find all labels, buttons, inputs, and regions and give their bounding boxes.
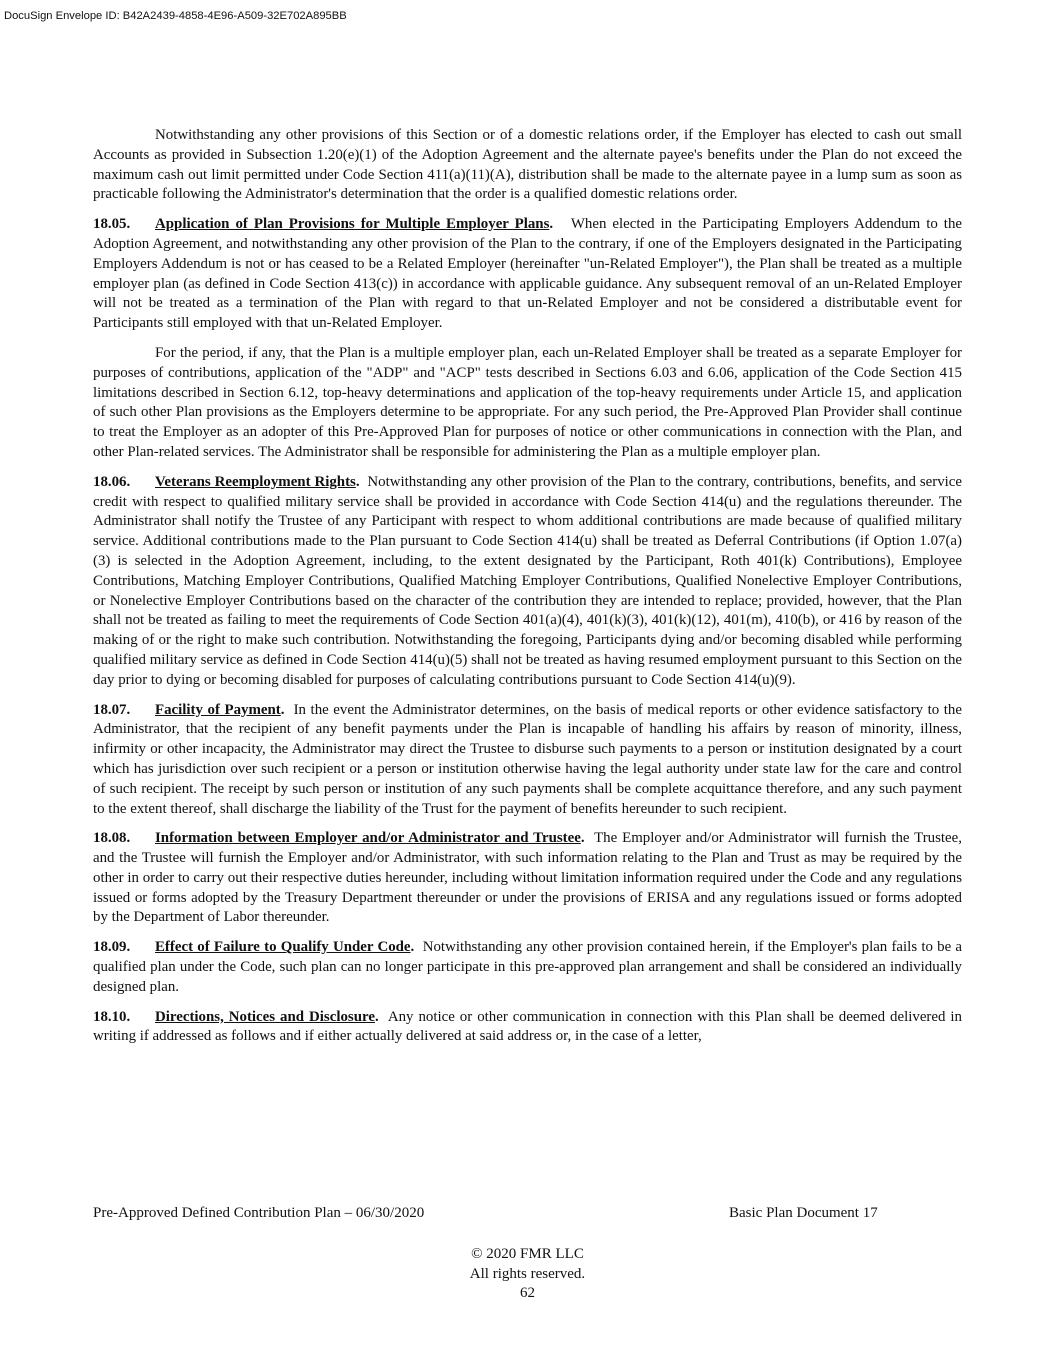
section-number: 18.10. — [93, 1008, 131, 1025]
section-18-07: 18.07. Facility of Payment. In the event the Administrator determines, on the basis of medical reports or other evidence satisfactory to the Administrator, that the recipient of any benefit payments under the Plan is incapable of handling his affairs by reason of minority, illness, infirmity or other incapacity, the Administrator may direct the Trustee to disburse such payments to a person or institution designated by a court which has jurisdiction over such recipient or a person or institution otherwise having the legal authority under state law for the care and control of such recipient. The receipt by such person or institution of any such payments shall be complete acquittance therefore, and any such payment to the extent thereof, shall discharge the liability of the Trust for the payment of benefits hereunder to such recipient. — [93, 701, 962, 817]
footer-plan-title: Pre-Approved Defined Contribution Plan – 06/30/2020 — [93, 1205, 425, 1221]
paragraph-qdro-cashout: Notwithstanding any other provisions of this Section or of a domestic relations order, if the Employer has elected to cash out small Accounts as provided in Subsection 1.20(e)(1) of the Adoption Agreement and the alternate payee's benefits under the Plan do not exceed the maximum cash out limit permitted under Code Section 411(a)(11)(A), distribution shall be made to the alternate payee in a lump sum as soon as practicable following the Administrator's determination that the order is a qualified domestic relations order. — [93, 127, 962, 203]
section-number: 18.05. — [93, 216, 131, 233]
section-title: Information between Employer and/or Administrator and Trustee — [155, 830, 581, 847]
section-text: Notwithstanding any other provision of the Plan to the contrary, contributions, benefits, and service credit with respect to qualified military service shall be provided in accordance with Code Section 414(u) and the regulations thereunder. The Administrator shall notify the Trustee of any Participant with respect to whom additional contributions are made because of qualified military service. Additional contributions made to the Plan pursuant to Code Section 414(u) shall be treated as Deferral Contributions (if Option 1.07(a)(3) is selected in the Adoption Agreement, including, to the extent designated by the Participant, Roth 401(k) Contributions), Employee Contributions, Matching Employer Contributions, Qualified Matching Employer Contributions, Qualified Nonelective Employer Contributions, or Nonelective Employer Contributions based on the character of the contribution they are intended to replace; provided, however, that the Plan shall not be treated as failing to meet the requirements of Code Section 401(a)(4), 401(k)(3), 401(k)(12), 401(m), 410(b), or 416 by reason of the making of or the right to make such contribution. Notwithstanding the foregoing, Participants dying and/or becoming disabled while performing qualified military service as defined in Code Section 414(u)(5) shall not be treated as having resumed employment pursuant to this Section on the day prior to dying or becoming disabled for purposes of calculating contributions pursuant to Code Section 414(u)(9). — [93, 473, 962, 688]
section-title: Veterans Reemployment Rights — [155, 473, 356, 490]
document-body — [93, 126, 962, 1057]
copyright-block — [0, 1245, 1055, 1304]
section-title: Facility of Payment — [155, 701, 281, 718]
section-text: In the event the Administrator determines, on the basis of medical reports or other evidence satisfactory to the Administrator, that the recipient of any benefit payments under the Plan is incapable of handling his affairs by reason of minority, illness, infirmity or other incapacity, the Administrator may direct the Trustee to disburse such payments to a person or institution designated by a court which has jurisdiction over such recipient or a person or institution otherwise having the legal authority under state law for the care and control of such recipient. The receipt by such person or institution of any such payments shall be complete acquittance therefore, and any such payment to the extent thereof, shall discharge the liability of the Trust for the payment of benefits hereunder to such recipient. — [93, 701, 962, 817]
section-number: 18.09. — [93, 939, 131, 956]
page-number: 62 — [520, 1285, 535, 1301]
section-18-09: 18.09. Effect of Failure to Qualify Under Code. Notwithstanding any other provision contained herein, if the Employer's plan fails to be a qualified plan under the Code, such plan can no longer participate in this pre-approved plan arrangement and shall be considered an individually designed plan. — [93, 939, 963, 995]
rights-reserved-line: All rights reserved. — [469, 1265, 586, 1282]
paragraph-multiple-employer-period: For the period, if any, that the Plan is a multiple employer plan, each un-Related Employer shall be treated as a separate Employer for purposes of contributions, application of the "ADP" and "ACP" tests described in Sections 6.03 and 6.06, application of the Code Section 415 limitations described in Section 6.12, top-heavy determinations and application of the top-heavy requirements under Article 15, and application of such other Plan provisions as the Employers determine to be appropriate. For any such period, the Pre-Approved Plan Provider shall continue to treat the Employer as an adopter of this Pre-Approved Plan for purposes of notice or other communications in connection with the Plan, and other Plan-related services. The Administrator shall be responsible for administering the Plan as a multiple employer plan. — [93, 344, 962, 460]
section-title: Directions, Notices and Disclosure — [155, 1008, 375, 1025]
section-18-05: 18.05. Application of Plan Provisions for Multiple Employer Plans. When elected in the Participating Employers Addendum to the Adoption Agreement, and notwithstanding any other provision of the Plan to the contrary, if one of the Employers designated in the Participating Employers Addendum is not or has ceased to be a Related Employer (hereinafter "un-Related Employer"), the Plan shall be treated as a multiple employer plan (as defined in Code Section 413(c)) in accordance with applicable guidance. Any subsequent removal of an un-Related Employer will not be treated as a termination of the Plan with regard to that un-Related Employer and not be considered a distributable event for Participants still employed with that un-Related Employer. — [93, 216, 962, 332]
section-title: Application of Plan Provisions for Multiple Employer Plans — [155, 216, 550, 233]
section-text: Notwithstanding any other provision contained herein, if the Employer's plan fails to be a qualified plan under the Code, such plan can no longer participate in this pre-approved plan arrangement and shall be considered an individually designed plan. — [93, 939, 963, 995]
section-number: 18.06. — [93, 473, 131, 490]
footer-document-label: Basic Plan Document 17 — [729, 1205, 878, 1221]
section-18-10: 18.10. Directions, Notices and Disclosure. Any notice or other communication in connection with this Plan shall be deemed delivered in writing if addressed as follows and if either actually delivered at said address or, in the case of a letter, — [93, 1008, 963, 1045]
section-number: 18.07. — [93, 701, 131, 718]
section-18-08: 18.08. Information between Employer and/or Administrator and Trustee. The Employer and/or Administrator will furnish the Trustee, and the Trustee will furnish the Employer and/or Administrator, with such information relating to the Plan and Trust as may be required by the other in order to carry out their respective duties hereunder, including without limitation information required under the Code and any regulations issued or forms adopted by the Treasury Department thereunder or under the provisions of ERISA and any regulations issued or forms adopted by the Department of Labor thereunder. — [93, 830, 962, 926]
copyright-line: © 2020 FMR LLC — [471, 1246, 584, 1262]
section-text: Any notice or other communication in connection with this Plan shall be deemed delivered in writing if addressed as follows and if either actually delivered at said address or, in the case of a letter, — [93, 1008, 963, 1045]
section-text: When elected in the Participating Employers Addendum to the Adoption Agreement, and notwithstanding any other provision of the Plan to the contrary, if one of the Employers designated in the Participating Employers Addendum is not or has ceased to be a Related Employer (hereinafter "un-Related Employer"), the Plan shall be treated as a multiple employer plan (as defined in Code Section 413(c)) in accordance with applicable guidance. Any subsequent removal of an un-Related Employer will not be treated as a termination of the Plan with regard to that un-Related Employer and not be considered a distributable event for Participants still employed with that un-Related Employer. — [93, 216, 962, 332]
section-18-06: 18.06. Veterans Reemployment Rights. Notwithstanding any other provision of the Plan to the contrary, contributions, benefits, and service credit with respect to qualified military service shall be provided in accordance with Code Section 414(u) and the regulations thereunder. The Administrator shall notify the Trustee of any Participant with respect to whom additional contributions are made because of qualified military service. Additional contributions made to the Plan pursuant to Code Section 414(u) shall be treated as Deferral Contributions (if Option 1.07(a)(3) is selected in the Adoption Agreement, including, to the extent designated by the Participant, Roth 401(k) Contributions), Employee Contributions, Matching Employer Contributions, Qualified Matching Employer Contributions, Qualified Nonelective Employer Contributions, or Nonelective Employer Contributions based on the character of the contribution they are intended to replace; provided, however, that the Plan shall not be treated as failing to meet the requirements of Code Section 401(a)(4), 401(k)(3), 401(k)(12), 401(m), 410(b), or 416 by reason of the making of or the right to make such contribution. Notwithstanding the foregoing, Participants dying and/or becoming disabled while performing qualified military service as defined in Code Section 414(u)(5) shall not be treated as having resumed employment pursuant to this Section on the day prior to dying or becoming disabled for purposes of calculating contributions pursuant to Code Section 414(u)(9). — [93, 473, 962, 688]
section-text: The Employer and/or Administrator will furnish the Trustee, and the Trustee will furnish the Employer and/or Administrator, with such information relating to the Plan and Trust as may be required by the other in order to carry out their respective duties hereunder, including without limitation information required under the Code and any regulations issued or forms adopted by the Treasury Department thereunder or under the provisions of ERISA and any regulations issued or forms adopted by the Department of Labor thereunder. — [93, 830, 962, 926]
section-title: Effect of Failure to Qualify Under Code — [155, 939, 411, 956]
section-number: 18.08. — [93, 830, 131, 847]
docusign-envelope-id: DocuSign Envelope ID: B42A2439-4858-4E96-A509-32E702A895BB — [4, 10, 347, 22]
